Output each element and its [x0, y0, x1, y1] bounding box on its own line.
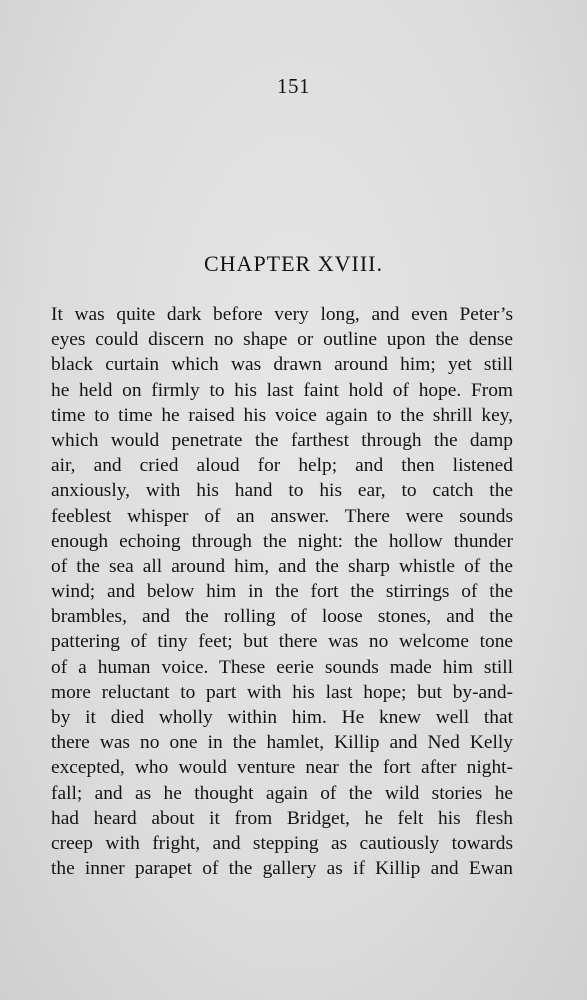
page-number: 151: [277, 74, 310, 98]
text-line: which would penetrate the farthest through the damp: [51, 429, 513, 451]
text-line: had heard about it from Bridget, he felt his flesh: [51, 807, 513, 829]
text-line: feeblest whisper of an answer. There were sounds: [51, 505, 513, 527]
text-line: he held on firmly to his last faint hold of hope. From: [51, 379, 513, 401]
text-line: more reluctant to part with his last hope; but by-and-: [51, 681, 513, 703]
text-line: of the sea all around him, and the sharp whistle of the: [51, 555, 513, 577]
text-line: fall; and as he thought again of the wild stories he: [51, 782, 513, 804]
text-line: eyes could discern no shape or outline upon the dense: [51, 329, 513, 351]
text-line: excepted, who would venture near the fort after night-: [51, 757, 513, 779]
text-line: of a human voice. These eerie sounds made him still: [51, 656, 513, 678]
text-line: creep with fright, and stepping as cautiously towards: [51, 832, 513, 854]
text-line: wind; and below him in the fort the stirrings of the: [51, 581, 513, 603]
text-line: black curtain which was drawn around him; yet still: [51, 354, 513, 376]
text-line: brambles, and the rolling of loose stones, and the: [51, 606, 513, 628]
text-line: pattering of tiny feet; but there was no welcome tone: [51, 631, 513, 653]
text-line: there was no one in the hamlet, Killip and Ned Kelly: [51, 732, 513, 754]
text-line: It was quite dark before very long, and even Peter’s: [51, 304, 513, 325]
text-line: time to time he raised his voice again to the shrill key,: [51, 404, 513, 426]
text-line: the inner parapet of the gallery as if Killip and Ewan: [51, 858, 513, 880]
text-line: air, and cried aloud for help; and then listened: [51, 455, 513, 477]
text-line: by it died wholly within him. He knew well that: [51, 707, 513, 728]
text-line: anxiously, with his hand to his ear, to catch the: [51, 480, 513, 502]
text-line: enough echoing through the night: the hollow thunder: [51, 530, 513, 552]
body-text: [51, 302, 513, 881]
chapter-heading: CHAPTER XVIII.: [204, 251, 383, 276]
